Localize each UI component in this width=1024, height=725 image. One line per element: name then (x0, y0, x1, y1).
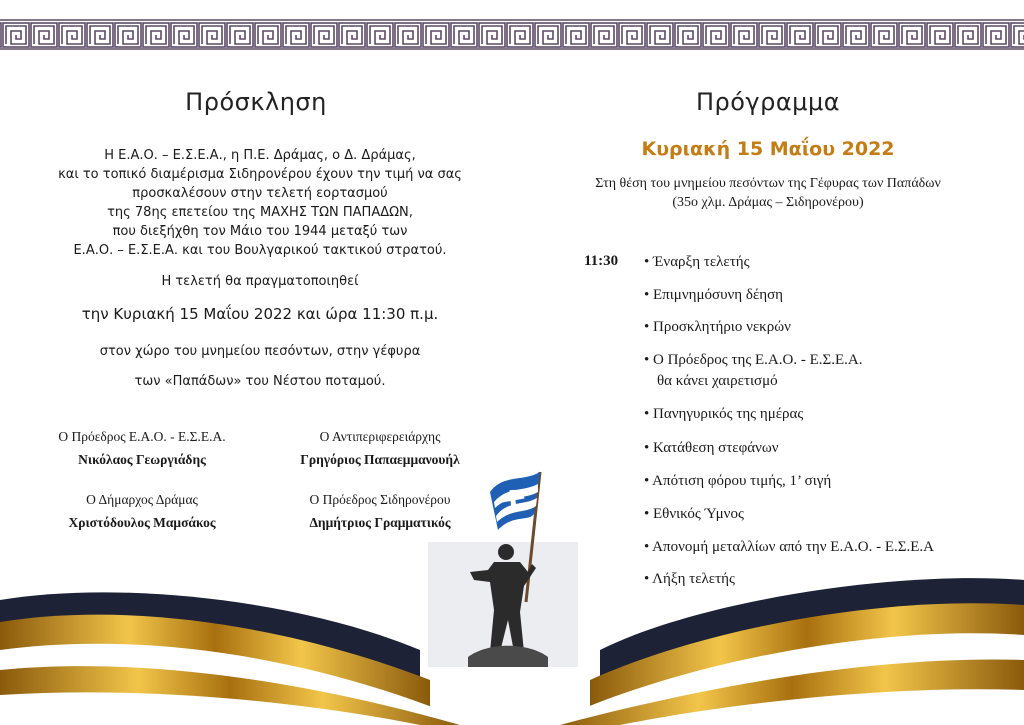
program-item: • Επιμνημόσυνη δέηση (644, 287, 784, 303)
invitation-line: και το τοπικό διαμέρισμα Σιδηρονέρου έχουν την τιμή να σας (58, 167, 462, 182)
invitation-line: της 78ης επετείου της ΜΑΧΗΣ ΤΩΝ ΠΑΠΑΔΩΝ, (107, 205, 413, 220)
program-item: • Κατάθεση στεφάνων (644, 440, 779, 456)
signatory-name: Γρηγόριος Παπαεμμανουήλ (300, 452, 460, 467)
invitation-title: Πρόσκληση (185, 88, 327, 116)
signatory-role: Ο Πρόεδρος Σιδηρονέρου (309, 492, 451, 507)
program-item: • Απότιση φόρου τιμής, 1’ σιγή (644, 473, 832, 489)
invitation-line: Η Ε.Α.Ο. – Ε.Σ.Ε.Α., η Π.Ε. Δράμας, ο Δ. Δράμας, (104, 148, 416, 163)
ceremony-intro: Η τελετή θα πραγματοποιηθεί (161, 274, 359, 289)
program-title: Πρόγραμμα (695, 88, 841, 116)
program-item: • Ο Πρόεδρος της Ε.Α.Ο. - Ε.Σ.Ε.Α. (644, 352, 863, 368)
program-item: • Απονομή μεταλλίων από την Ε.Α.Ο. - Ε.Σ.Ε.Α (644, 539, 935, 555)
program-location: (35ο χλμ. Δράμας – Σιδηρονέρου) (672, 195, 864, 210)
signatory-role: Ο Πρόεδρος Ε.Α.Ο. - Ε.Σ.Ε.Α. (58, 429, 226, 444)
program-date: Κυριακή 15 Μαΐου 2022 (641, 138, 895, 160)
ceremony-place: στον χώρο του μνημείου πεσόντων, στην γέφυρα (99, 344, 421, 359)
signatory-name: Χριστόδουλος Μαμσάκος (68, 515, 216, 530)
soldier-with-flag-illustration (428, 452, 578, 667)
program-time: 11:30 (584, 253, 619, 269)
signatory-name: Νικόλαος Γεωργιάδης (78, 452, 206, 467)
greek-key-border (0, 0, 1024, 50)
program-item: • Προσκλητήριο νεκρών (644, 319, 791, 335)
signatory-name: Δημήτριος Γραμματικός (309, 515, 451, 530)
invitation-line: Ε.Α.Ο. – Ε.Σ.Ε.Α. και του Βουλγαρικού τακτικού στρατού. (73, 243, 447, 258)
program-item: • Λήξη τελετής (644, 571, 735, 587)
signatory-role: Ο Δήμαρχος Δράμας (86, 492, 198, 507)
program-item: • Εθνικός Ύμνος (644, 506, 744, 522)
signatory-role: Ο Αντιπεριφερειάρχης (319, 429, 441, 444)
ceremony-place: των «Παπάδων» του Νέστου ποταμού. (134, 374, 386, 389)
program-location: Στη θέση του μνημείου πεσόντων της Γέφυρας των Παπάδων (595, 176, 941, 191)
program-item: • Έναρξη τελετής (644, 254, 750, 270)
ceremony-date: την Κυριακή 15 Μαΐου 2022 και ώρα 11:30 π.μ. (81, 305, 439, 323)
invitation-line: που διεξήχθη τον Μάιο του 1944 μεταξύ των (112, 224, 408, 239)
program-item-continued: θα κάνει χαιρετισμό (657, 373, 778, 389)
program-item: • Πανηγυρικός της ημέρας (644, 406, 804, 422)
invitation-line: προσκαλέσουν στην τελετή εορτασμού (132, 186, 388, 201)
